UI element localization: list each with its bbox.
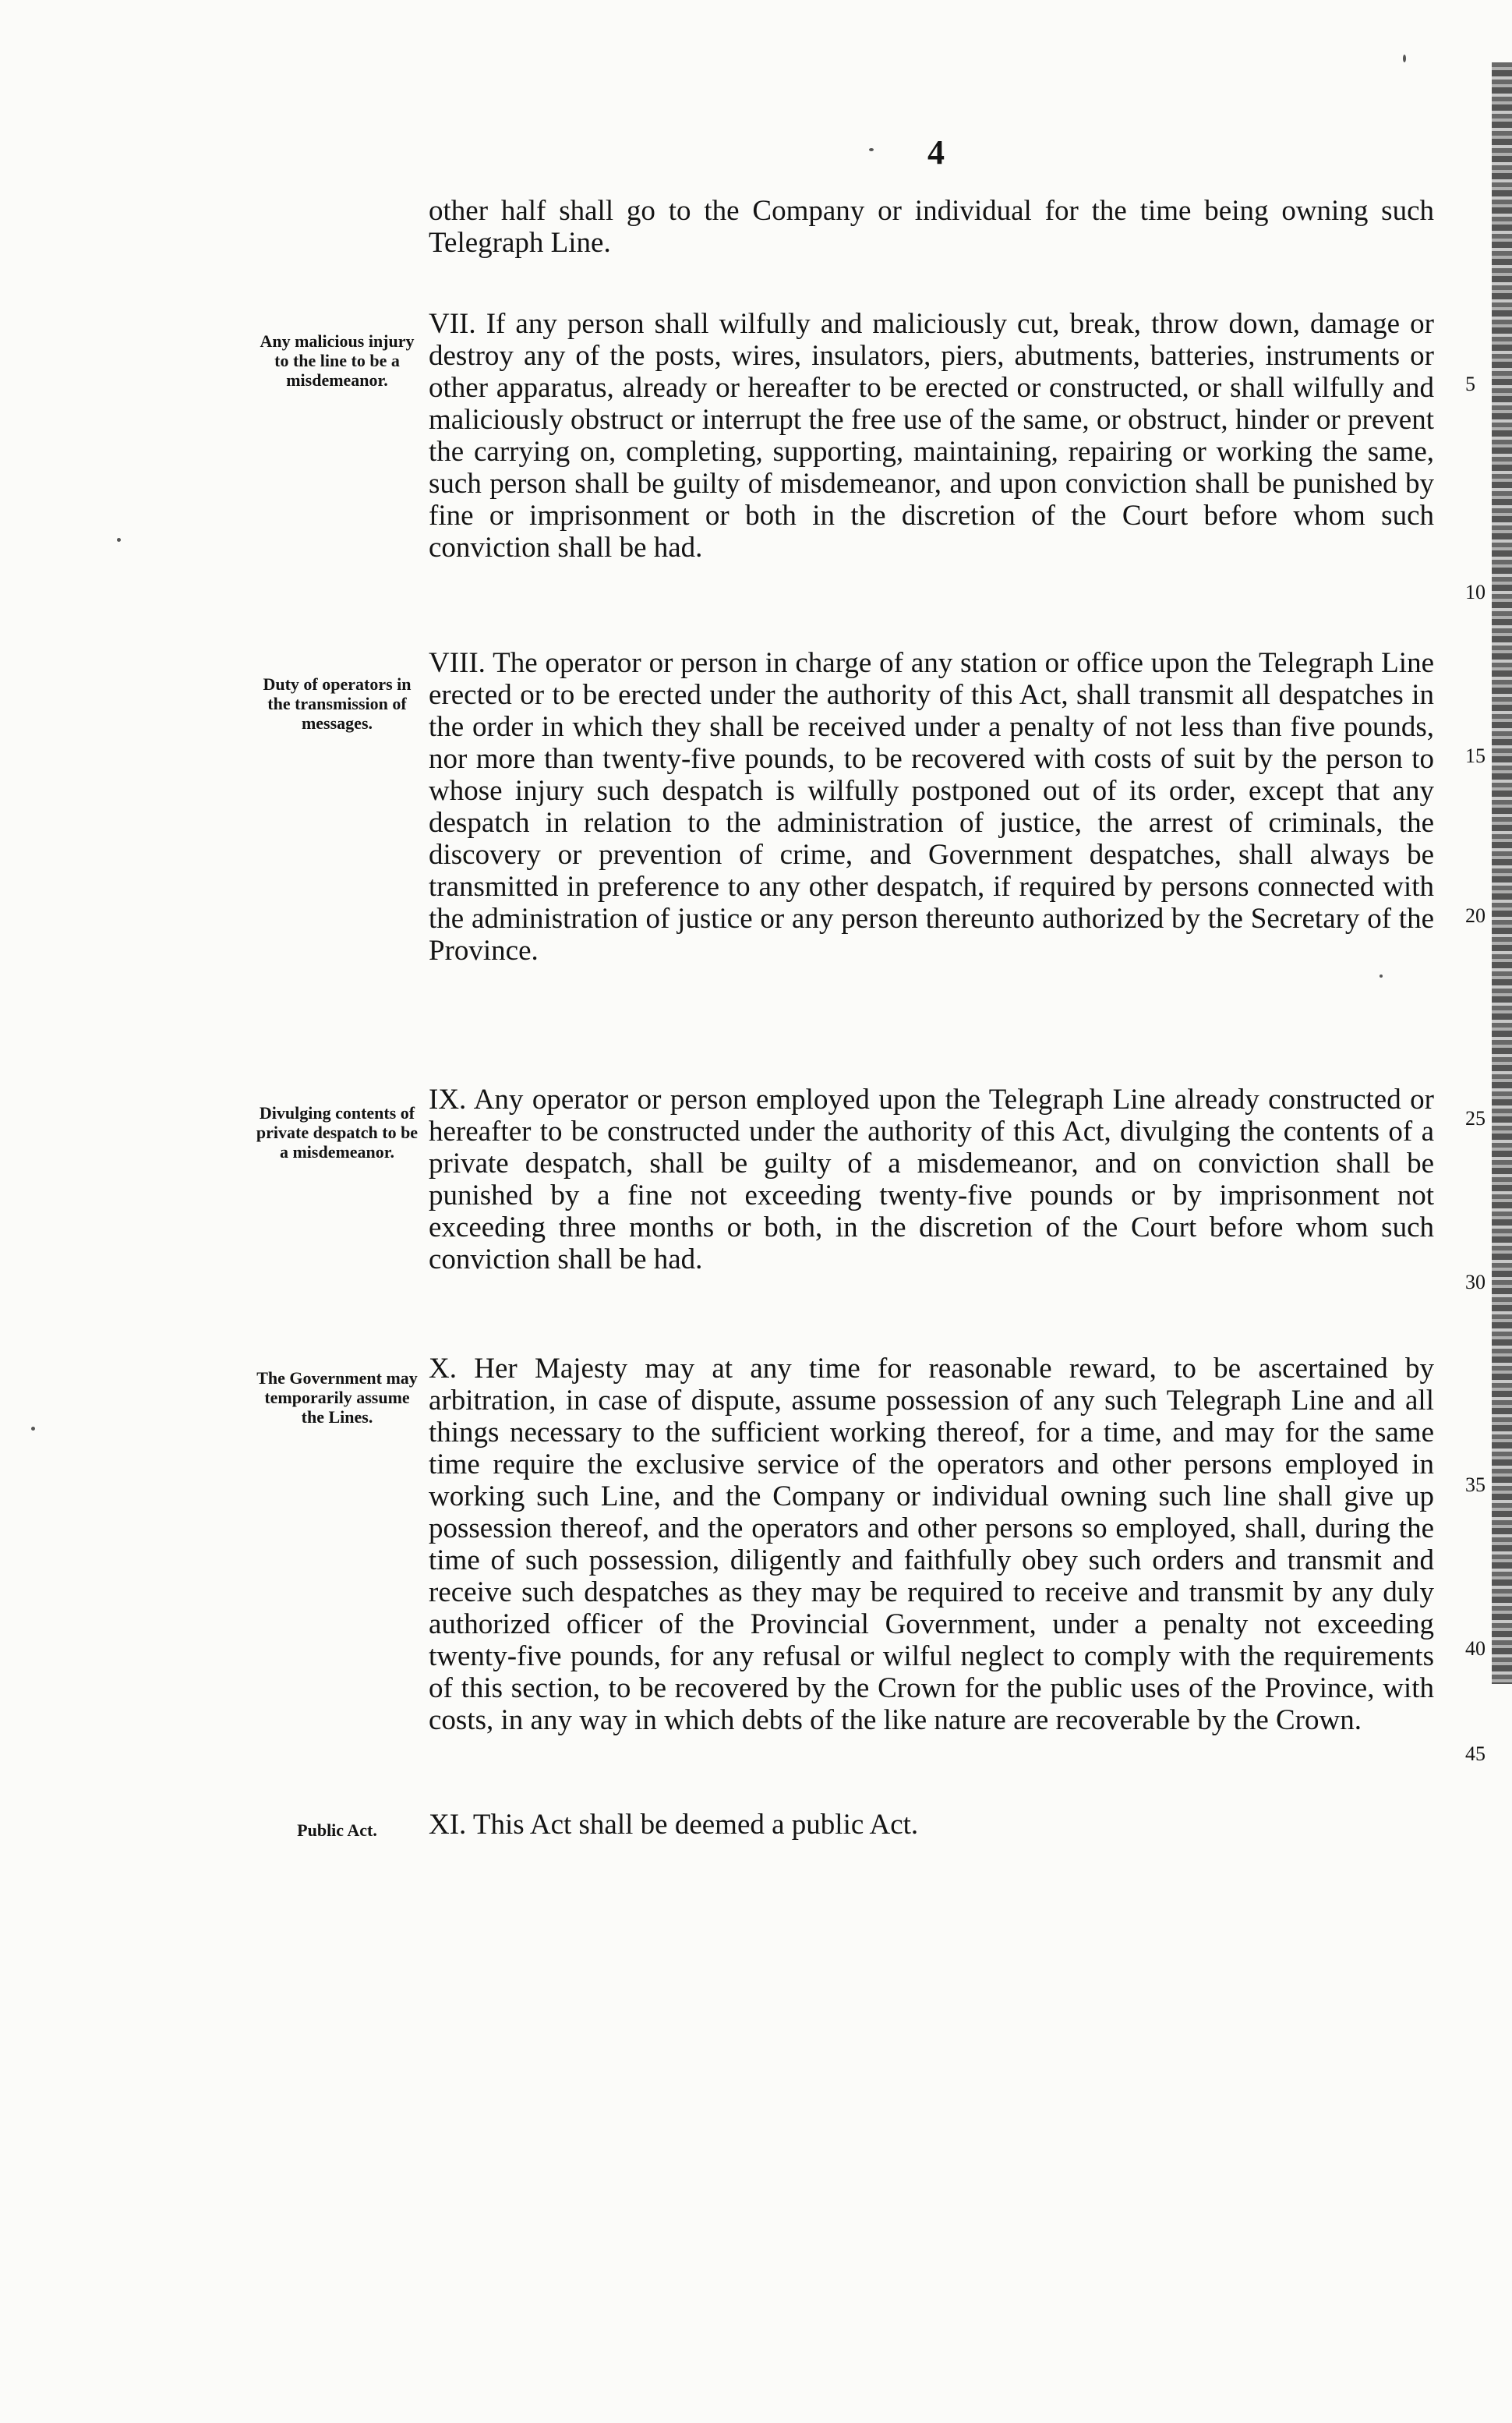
section-8-paragraph: VIII. The operator or person in charge of any station or office upon the Telegraph Line erected or to be erected under the authority of this Act, shall transmit all despatches in the order in which they shall be received under a penalty of not less than five pounds, nor more than twenty-five pounds, to be recovered with costs of suit by the person to whose injury such despatch is wilfully postponed out of its order, except that any despatch in relation to the administration of justice, the arrest of criminals, the discovery or prevention of crime, and Government despatches, shall always be transmitted in preference to any other despatch, if required by persons connected with the administration of justice or any person thereunto authorized by the Secretary of the Province. bbox=[429, 647, 1434, 967]
page-number: 4 bbox=[927, 133, 945, 172]
line-number-5: 5 bbox=[1465, 373, 1475, 395]
section-7-paragraph: VII. If any person shall wilfully and maliciously cut, break, throw down, damage or destroy any of the posts, wires, insulators, piers, abutments, batteries, instruments or other apparatus, already or hereafter to be erected or constructed, or shall wilfully and maliciously obstruct or interrupt the free use of the same, or obstruct, hinder or prevent the carrying on, completing, supporting, maintaining, repairing or working the same, such person shall be guilty of misdemeanor, and upon conviction shall be punished by fine or imprisonment or both in the discretion of the Court before whom such conviction shall be had. bbox=[429, 308, 1434, 564]
scan-speck bbox=[1403, 55, 1406, 62]
line-number-25: 25 bbox=[1465, 1107, 1486, 1130]
section-10-paragraph: X. Her Majesty may at any time for reasonable reward, to be ascertained by arbitration, in case of dispute, assume possession of any such Telegraph Line and all things necessary to the sufficient working thereof, for a time, and may for the same time require the exclusive service of the operators and other persons employed in working such Line, and the Company or individual owning such line shall give up possession thereof, and the operators and other persons so employed, shall, during the time of such possession, diligently and faithfully obey such orders and transmit and receive such despatches as they may be required to receive and transmit by any duly authorized officer of the Provincial Government, under a penalty not exceeding twenty-five pounds, for any refusal or wilful neglect to comply with the requirements of this section, to be recovered by the Crown for the public uses of the Province, with costs, in any way in which debts of the like nature are recoverable by the Crown. bbox=[429, 1353, 1434, 1736]
margin-note-section-8: Duty of operators in the transmission of messages. bbox=[263, 674, 412, 733]
margin-note-section-9: Divulging contents of private despatch to be a misdemeanor. bbox=[256, 1103, 419, 1162]
scan-speck bbox=[31, 1427, 35, 1431]
scan-speck bbox=[1380, 975, 1383, 978]
line-number-30: 30 bbox=[1465, 1271, 1486, 1293]
line-number-40: 40 bbox=[1465, 1637, 1486, 1660]
page-binding-edge bbox=[1492, 62, 1512, 1684]
line-number-35: 35 bbox=[1465, 1473, 1486, 1496]
section-9-paragraph: IX. Any operator or person employed upon the Telegraph Line already constructed or hereafter to be constructed under the authority of this Act, divulging the contents of a private despatch, shall be guilty of a misdemeanor, and on conviction shall be punished by a fine not exceeding twenty-five pounds or by imprisonment not exceeding three months or both, in the discretion of the Court before whom such conviction shall be had. bbox=[429, 1084, 1434, 1275]
section-11-paragraph: XI. This Act shall be deemed a public Act. bbox=[429, 1809, 919, 1841]
scan-speck bbox=[117, 538, 121, 542]
margin-note-section-11: Public Act. bbox=[297, 1820, 377, 1840]
scan-speck bbox=[869, 148, 874, 151]
margin-note-section-10: The Government may temporarily assume the Lines. bbox=[256, 1368, 418, 1427]
margin-note-section-7: Any malicious injury to the line to be a misdemeanor. bbox=[260, 331, 415, 390]
line-number-20: 20 bbox=[1465, 904, 1486, 927]
line-number-45: 45 bbox=[1465, 1742, 1486, 1765]
paragraph-continuation: other half shall go to the Company or individual for the time being owning such Telegraph Line. bbox=[429, 195, 1434, 259]
line-number-10: 10 bbox=[1465, 581, 1486, 603]
line-number-15: 15 bbox=[1465, 745, 1486, 767]
